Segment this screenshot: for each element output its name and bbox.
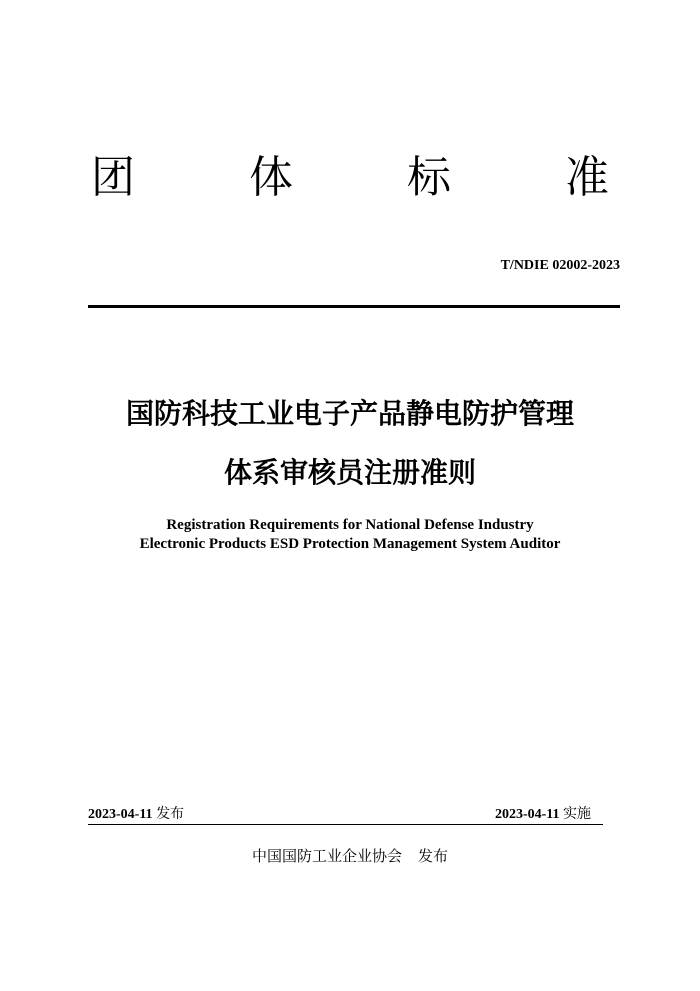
chinese-title-line-2: 体系审核员注册准则 [223, 456, 476, 489]
publish-label: 发布 [156, 806, 185, 822]
publish-date-block [88, 804, 184, 825]
issuer-line [0, 846, 700, 866]
chinese-title-line-1: 国防科技工业电子产品静电防护管理 [125, 397, 574, 430]
date-row [88, 804, 603, 825]
standard-number: T/NDIE 02002-2023 [500, 258, 620, 273]
header-divider [88, 305, 620, 308]
implement-label: 实施 [563, 806, 591, 822]
english-title-line-1: Registration Requirements for National Defense Industry [166, 517, 534, 533]
implement-date: 2023-04-11 [494, 807, 560, 822]
english-title-line-2: Electronic Products ESD Protection Management System Auditor [139, 536, 561, 552]
issuer-action: 发布 [418, 847, 449, 865]
publish-date: 2023-04-11 [88, 807, 153, 822]
issuer-name: 中国国防工业企业协会 [251, 847, 402, 865]
implement-date-block [495, 804, 591, 825]
standard-type-title: 团 体 标 准 [91, 152, 659, 203]
